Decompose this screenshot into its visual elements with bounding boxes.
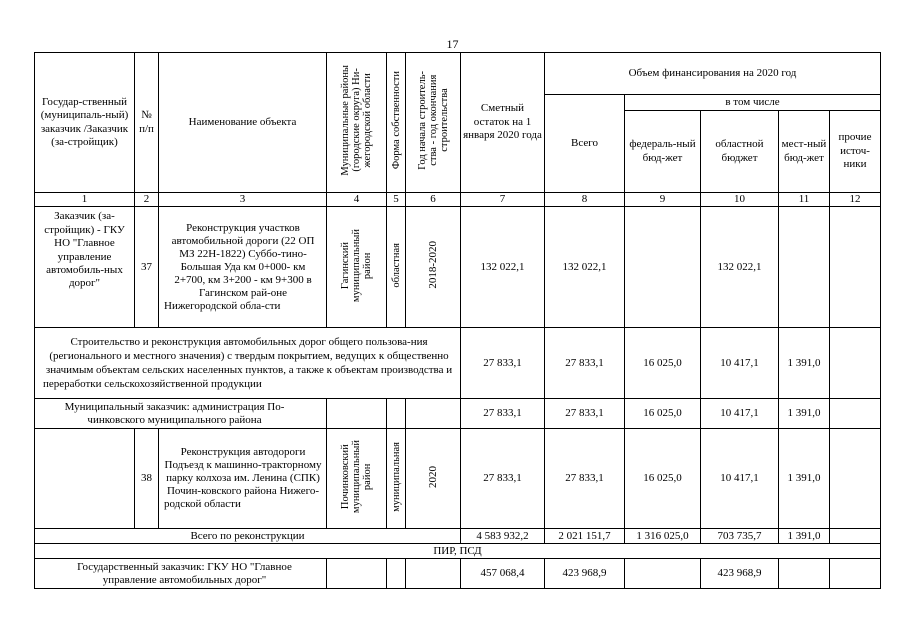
state-empty-4 xyxy=(327,559,387,589)
section-federal: 16 025,0 xyxy=(625,328,701,399)
header-including: в том числе xyxy=(625,95,881,111)
header-district-line1: Муниципальные районы xyxy=(340,64,351,176)
municipal-other xyxy=(830,399,881,429)
financing-table xyxy=(34,52,881,589)
header-object-name: Наименование объекта xyxy=(159,53,327,193)
table-row xyxy=(35,429,881,529)
state-federal xyxy=(625,559,701,589)
row38-district-line1: Починковский xyxy=(340,444,351,510)
row38-total: 27 833,1 xyxy=(545,429,625,529)
row37-federal xyxy=(625,207,701,328)
col-num-7: 7 xyxy=(461,193,545,207)
state-local xyxy=(779,559,830,589)
row37-total: 132 022,1 xyxy=(545,207,625,328)
municipal-local: 1 391,0 xyxy=(779,399,830,429)
header-local: мест-ный бюд-жет xyxy=(779,111,830,193)
row37-regional: 132 022,1 xyxy=(701,207,779,328)
total-recon-local: 1 391,0 xyxy=(779,529,830,544)
row38-other xyxy=(830,429,881,529)
header-num: № п/п xyxy=(135,53,159,193)
header-district-line2: (городские округа) Ни- xyxy=(351,68,362,173)
section-estimate: 27 833,1 xyxy=(461,328,545,399)
state-regional: 423 968,9 xyxy=(701,559,779,589)
municipal-empty-4 xyxy=(327,399,387,429)
row38-object: Реконструкция автодороги Подъезд к машинно-тракторному парку колхоза им. Ленина (СПК) Почин-ковского района Нижего-родской области xyxy=(159,429,327,529)
row38-regional: 10 417,1 xyxy=(701,429,779,529)
header-years xyxy=(406,53,461,193)
state-empty-6 xyxy=(406,559,461,589)
row37-ownership-text: областная xyxy=(390,242,402,288)
row38-district-line3: район xyxy=(362,463,373,490)
header-estimate: Сметный остаток на 1 января 2020 года xyxy=(461,53,545,193)
state-other xyxy=(830,559,881,589)
total-recon-federal: 1 316 025,0 xyxy=(625,529,701,544)
header-years-line3: строительства xyxy=(438,88,450,153)
row37-district-line3: район xyxy=(362,252,373,279)
state-estimate: 457 068,4 xyxy=(461,559,545,589)
page-number: 17 xyxy=(446,37,459,51)
row38-federal: 16 025,0 xyxy=(625,429,701,529)
header-district-line3: жегородской области xyxy=(362,73,373,168)
col-num-9: 9 xyxy=(625,193,701,207)
row37-ownership xyxy=(387,207,406,328)
total-recon-label: Всего по реконструкции xyxy=(35,529,461,544)
header-ownership xyxy=(387,53,406,193)
section-text: Строительство и реконструкция автомобильных дорог общего пользова-ния (регионального и местного значения) с твердым покрытием, ведущих к общественно значимым объектам сельских населенных пунктов, а также к объектам производства и переработки сельскохозяйственной продукции xyxy=(35,328,461,399)
total-recon-row xyxy=(35,529,881,544)
col-num-5: 5 xyxy=(387,193,406,207)
header-other: прочие источ-ники xyxy=(830,111,881,193)
header-regional: областной бюджет xyxy=(701,111,779,193)
row38-customer xyxy=(35,429,135,529)
header-district xyxy=(327,53,387,193)
row38-estimate: 27 833,1 xyxy=(461,429,545,529)
state-total: 423 968,9 xyxy=(545,559,625,589)
col-num-12: 12 xyxy=(830,193,881,207)
row37-object: Реконструкция участков автомобильной дороги (22 ОП МЗ 22Н-1822) Суббо-тино-Большая Уда км 0+000- км 2+700, км 3+200 - км 9+300 в Гагинском рай-оне Нижегородской обла-сти xyxy=(159,207,327,328)
municipal-empty-6 xyxy=(406,399,461,429)
row38-district-line2: муниципальный xyxy=(351,440,362,514)
section-total: 27 833,1 xyxy=(545,328,625,399)
state-customer-text: Государственный заказчик: ГКУ НО "Главное управление автомобильных дорог" xyxy=(35,559,327,589)
header-years-line2: ства - год окончания xyxy=(427,74,439,166)
section-local: 1 391,0 xyxy=(779,328,830,399)
row37-district-line1: Гагинский xyxy=(340,241,351,289)
total-recon-total: 2 021 151,7 xyxy=(545,529,625,544)
header-ownership-text: Форма собственности xyxy=(390,71,402,170)
col-num-2: 2 xyxy=(135,193,159,207)
header-years-line1: Год начала строитель- xyxy=(416,70,428,170)
municipal-estimate: 27 833,1 xyxy=(461,399,545,429)
row38-years xyxy=(406,429,461,529)
row37-local xyxy=(779,207,830,328)
row38-ownership xyxy=(387,429,406,529)
col-num-10: 10 xyxy=(701,193,779,207)
row37-estimate: 132 022,1 xyxy=(461,207,545,328)
col-num-3: 3 xyxy=(159,193,327,207)
municipal-text: Муниципальный заказчик: администрация По-чинковского муниципального района xyxy=(35,399,327,429)
col-num-1: 1 xyxy=(35,193,135,207)
row38-local: 1 391,0 xyxy=(779,429,830,529)
header-federal: федераль-ный бюд-жет xyxy=(625,111,701,193)
table-row xyxy=(35,207,881,328)
row37-years xyxy=(406,207,461,328)
section-row xyxy=(35,328,881,399)
row37-district-line2: муниципальный xyxy=(351,228,362,302)
row37-years-text: 2018-2020 xyxy=(427,241,439,290)
row38-num: 38 xyxy=(135,429,159,529)
municipal-regional: 10 417,1 xyxy=(701,399,779,429)
col-num-6: 6 xyxy=(406,193,461,207)
row38-district xyxy=(327,429,387,529)
section-other xyxy=(830,328,881,399)
municipal-federal: 16 025,0 xyxy=(625,399,701,429)
state-empty-5 xyxy=(387,559,406,589)
row37-num: 37 xyxy=(135,207,159,328)
header-total: Всего xyxy=(545,95,625,193)
col-num-4: 4 xyxy=(327,193,387,207)
municipal-customer-row xyxy=(35,399,881,429)
col-num-11: 11 xyxy=(779,193,830,207)
row38-ownership-text: муниципальная xyxy=(390,441,402,512)
total-recon-regional: 703 735,7 xyxy=(701,529,779,544)
state-customer-row xyxy=(35,559,881,589)
row37-other xyxy=(830,207,881,328)
row38-years-text: 2020 xyxy=(427,465,439,488)
section-regional: 10 417,1 xyxy=(701,328,779,399)
row37-district xyxy=(327,207,387,328)
pir-label: ПИР, ПСД xyxy=(35,544,881,559)
header-financing: Объем финансирования на 2020 год xyxy=(545,53,881,95)
municipal-total: 27 833,1 xyxy=(545,399,625,429)
row37-customer: Заказчик (за-стройщик) - ГКУ НО "Главное управление автомобиль-ных дорог" xyxy=(35,207,135,328)
total-recon-other xyxy=(830,529,881,544)
column-numbers-row xyxy=(35,193,881,207)
total-recon-estimate: 4 583 932,2 xyxy=(461,529,545,544)
col-num-8: 8 xyxy=(545,193,625,207)
municipal-empty-5 xyxy=(387,399,406,429)
pir-row xyxy=(35,544,881,559)
header-customer: Государ-ственный (муниципаль-ный) заказчик /Заказчик (за-стройщик) xyxy=(35,53,135,193)
